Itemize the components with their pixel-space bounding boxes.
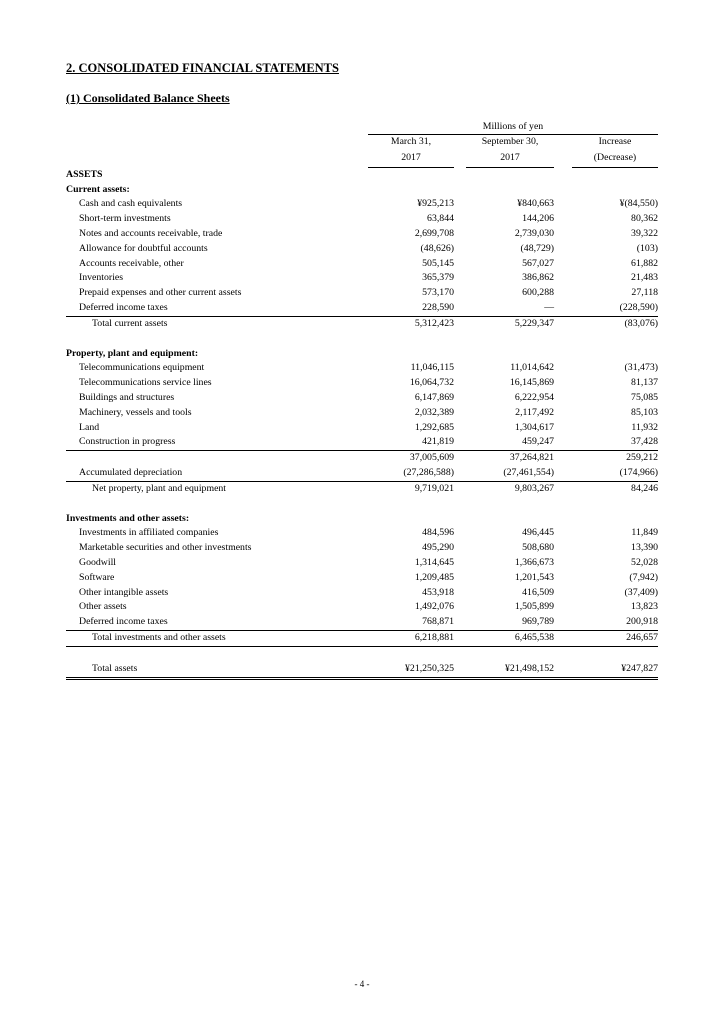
column-header-year-2017-b: 2017: [466, 150, 554, 168]
row-label: Deferred income taxes: [66, 615, 368, 630]
table-row: [66, 615, 658, 630]
value-march-2017: 495,290: [422, 542, 454, 554]
value-september-2017: 37,264,821: [509, 452, 554, 464]
value-march-2017: 228,590: [368, 301, 454, 316]
value-increase-decrease: (7,942): [629, 571, 658, 583]
value-september-2017: 416,509: [522, 586, 554, 598]
gap-cell: [554, 361, 572, 376]
gap-cell: [454, 571, 466, 586]
table-row: [66, 406, 658, 421]
gap-cell: [554, 435, 572, 450]
value-march-2017: 16,064,732: [409, 377, 454, 389]
value-september-2017: 5,229,347: [514, 317, 554, 329]
value-increase-decrease: 52,028: [631, 556, 658, 568]
value-increase-decrease: 11,932: [631, 421, 658, 433]
gap-cell: [554, 242, 572, 257]
spacer-row: [66, 332, 658, 347]
value-september-2017: 9,803,267: [514, 482, 554, 494]
gap-cell: [554, 630, 572, 646]
value-march-2017: 63,844: [427, 213, 454, 225]
row-label: Net property, plant and equipment: [92, 482, 227, 494]
gap-cell: [554, 571, 572, 586]
row-label: Cash and cash equivalents: [79, 198, 183, 210]
value-increase-decrease: 61,882: [631, 257, 658, 269]
value-september-2017: 459,247: [466, 435, 554, 450]
gap-cell: [454, 481, 466, 496]
value-increase-decrease: 27,118: [631, 287, 658, 299]
value-september-2017: 1,505,899: [514, 601, 554, 613]
spacer-cell: [66, 332, 658, 347]
value-september-2017: 1,201,543: [514, 571, 554, 583]
row-label: Total investments and other assets: [66, 630, 368, 646]
gap-cell: [454, 435, 466, 450]
gap-cell: [454, 615, 466, 630]
value-march-2017: ¥925,213: [417, 198, 454, 210]
gap-cell: [554, 662, 572, 678]
balance-sheet-table: [66, 119, 658, 680]
table-row: [66, 301, 658, 316]
table-row: [66, 271, 658, 286]
row-label: Construction in progress: [66, 435, 368, 450]
row-label: Goodwill: [79, 556, 117, 568]
value-september-2017: (27,461,554): [466, 466, 554, 481]
column-header-september-2017: September 30,: [481, 136, 539, 148]
row-label: Investments in affiliated companies: [79, 527, 219, 539]
value-september-2017: 600,288: [522, 287, 554, 299]
table-row: [66, 556, 658, 571]
unit-header: Millions of yen: [368, 119, 658, 135]
value-march-2017: 453,918: [422, 586, 454, 598]
value-march-2017: 1,292,685: [414, 421, 454, 433]
gap-cell: [554, 421, 572, 436]
gap-cell: [454, 286, 466, 301]
value-september-2017: 508,680: [522, 542, 554, 554]
table-row: [66, 242, 658, 257]
value-september-2017: 2,739,030: [514, 227, 554, 239]
column-header-year-2017-a: 2017: [368, 150, 454, 168]
value-september-2017: —: [466, 301, 554, 316]
value-september-2017: (48,729): [520, 242, 554, 254]
table-row: [66, 571, 658, 586]
value-september-2017: ¥21,498,152: [466, 662, 554, 678]
value-march-2017: 421,819: [368, 435, 454, 450]
subsection-title: (1) Consolidated Balance Sheets: [66, 91, 230, 105]
row-label: Total assets: [66, 662, 368, 678]
ppe-subtotal-row: [66, 451, 658, 466]
row-label: Telecommunications service lines: [79, 377, 212, 389]
value-september-2017: 16,145,869: [509, 377, 554, 389]
value-march-2017: (48,626): [420, 242, 454, 254]
table-row: [66, 286, 658, 301]
gap-cell: [454, 556, 466, 571]
value-march-2017: 505,145: [422, 257, 454, 269]
column-header-march-2017: March 31,: [390, 136, 432, 148]
gap-cell: [554, 197, 572, 212]
row-label: Prepaid expenses and other current assets: [79, 287, 242, 299]
table-row: [66, 391, 658, 406]
table-row: [66, 541, 658, 556]
gap-cell: [554, 526, 572, 541]
gap-cell: [554, 227, 572, 242]
value-march-2017: 6,147,869: [414, 391, 454, 403]
gap-cell: [454, 257, 466, 272]
value-september-2017: 567,027: [522, 257, 554, 269]
value-march-2017: 37,005,609: [409, 452, 454, 464]
gap-cell: [554, 212, 572, 227]
gap-cell: [454, 586, 466, 601]
gap-cell: [454, 361, 466, 376]
value-increase-decrease: (103): [636, 242, 658, 254]
gap-cell: [454, 526, 466, 541]
row-label: Other assets: [79, 601, 127, 613]
total-current-assets-row: [66, 316, 658, 331]
value-september-2017: 496,445: [522, 527, 554, 539]
row-label: Notes and accounts receivable, trade: [79, 227, 223, 239]
value-september-2017: 6,222,954: [514, 391, 554, 403]
net-ppe-row: [66, 481, 658, 496]
assets-heading-row: [66, 167, 658, 182]
total-investments-row: [66, 630, 658, 646]
table-row: [66, 257, 658, 272]
gap-cell: [554, 376, 572, 391]
gap-cell: [454, 630, 466, 646]
value-march-2017: 365,379: [422, 272, 454, 284]
column-header-increase: Increase: [598, 136, 632, 148]
gap-cell: [554, 556, 572, 571]
accumulated-depreciation-row: [66, 466, 658, 481]
value-march-2017: ¥21,250,325: [368, 662, 454, 678]
table-row: [66, 435, 658, 450]
spacer-cell: [66, 646, 658, 662]
page-number: - 4 -: [354, 979, 370, 989]
value-september-2017: 1,366,673: [514, 556, 554, 568]
value-increase-decrease: 37,428: [572, 435, 658, 450]
gap-cell: [554, 466, 572, 481]
gap-cell: [454, 301, 466, 316]
gap-cell: [454, 242, 466, 257]
assets-heading: ASSETS: [66, 168, 103, 180]
row-label: Software: [79, 571, 115, 583]
value-increase-decrease: (228,590): [572, 301, 658, 316]
gap-cell: [454, 227, 466, 242]
gap-cell: [454, 406, 466, 421]
value-march-2017: 1,209,485: [414, 571, 454, 583]
value-increase-decrease: 84,246: [631, 482, 658, 494]
table-row: [66, 197, 658, 212]
column-header-decrease: (Decrease): [572, 150, 658, 168]
table-row: [66, 376, 658, 391]
value-september-2017: 11,014,642: [510, 362, 554, 374]
gap-cell: [454, 212, 466, 227]
row-label: Inventories: [79, 272, 124, 284]
row-label: Buildings and structures: [79, 391, 175, 403]
gap-cell: [454, 391, 466, 406]
value-increase-decrease: ¥247,827: [572, 662, 658, 678]
value-march-2017: (27,286,588): [368, 466, 454, 481]
gap-cell: [554, 391, 572, 406]
spacer-cell: [66, 497, 658, 512]
gap-cell: [554, 451, 572, 466]
table-row: [66, 212, 658, 227]
value-increase-decrease: (83,076): [624, 317, 658, 329]
gap-cell: [554, 600, 572, 615]
gap-cell: [454, 541, 466, 556]
value-increase-decrease: ¥(84,550): [619, 198, 658, 210]
row-label: Deferred income taxes: [66, 301, 368, 316]
gap-cell: [554, 286, 572, 301]
gap-cell: [554, 316, 572, 331]
gap-cell: [454, 600, 466, 615]
value-increase-decrease: 13,390: [631, 542, 658, 554]
total-assets-row: [66, 662, 658, 678]
ppe-heading-row: [66, 347, 658, 362]
gap-cell: [554, 257, 572, 272]
value-march-2017: 9,719,021: [414, 482, 454, 494]
value-september-2017: 6,465,538: [466, 630, 554, 646]
value-increase-decrease: 259,212: [626, 452, 658, 464]
value-increase-decrease: 75,085: [631, 391, 658, 403]
value-increase-decrease: (37,409): [624, 586, 658, 598]
value-september-2017: 1,304,617: [514, 421, 554, 433]
value-increase-decrease: (174,966): [572, 466, 658, 481]
table-row: [66, 421, 658, 436]
row-label: Machinery, vessels and tools: [79, 406, 192, 418]
value-increase-decrease: 85,103: [631, 406, 658, 418]
value-march-2017: 1,314,645: [414, 556, 454, 568]
value-march-2017: 2,699,708: [414, 227, 454, 239]
value-march-2017: 1,492,076: [414, 601, 454, 613]
gap-cell: [454, 271, 466, 286]
value-september-2017: 2,117,492: [515, 406, 554, 418]
current-assets-heading-row: [66, 183, 658, 198]
ppe-heading: Property, plant and equipment:: [66, 347, 199, 359]
row-label: Other intangible assets: [79, 586, 169, 598]
row-label: Accumulated depreciation: [66, 466, 368, 481]
value-march-2017: 5,312,423: [414, 317, 454, 329]
value-increase-decrease: 39,322: [631, 227, 658, 239]
value-increase-decrease: 200,918: [572, 615, 658, 630]
row-label: Accounts receivable, other: [79, 257, 184, 269]
value-september-2017: 144,206: [522, 213, 554, 225]
row-label: Telecommunications equipment: [79, 362, 205, 374]
gap-cell: [554, 586, 572, 601]
value-march-2017: 484,596: [422, 527, 454, 539]
row-label: Short-term investments: [79, 213, 171, 225]
value-march-2017: 6,218,881: [368, 630, 454, 646]
current-assets-heading: Current assets:: [66, 183, 130, 195]
value-march-2017: 2,032,389: [414, 406, 454, 418]
row-label: Marketable securities and other investments: [79, 542, 252, 554]
table-row: [66, 361, 658, 376]
gap-cell: [554, 615, 572, 630]
value-increase-decrease: 81,137: [631, 377, 658, 389]
row-label: Allowance for doubtful accounts: [79, 242, 208, 254]
gap-cell: [554, 271, 572, 286]
spacer-row: [66, 646, 658, 662]
gap-cell: [554, 481, 572, 496]
value-march-2017: 573,170: [422, 287, 454, 299]
gap-cell: [454, 662, 466, 678]
gap-cell: [454, 197, 466, 212]
gap-cell: [554, 541, 572, 556]
value-september-2017: 969,789: [466, 615, 554, 630]
value-march-2017: 768,871: [368, 615, 454, 630]
spacer-row: [66, 497, 658, 512]
gap-cell: [454, 466, 466, 481]
value-increase-decrease: 246,657: [572, 630, 658, 646]
value-increase-decrease: 13,823: [631, 601, 658, 613]
table-row: [66, 600, 658, 615]
value-march-2017: 11,046,115: [410, 362, 454, 374]
table-row: [66, 526, 658, 541]
gap-cell: [454, 376, 466, 391]
table-row: [66, 586, 658, 601]
value-increase-decrease: 11,849: [631, 527, 658, 539]
gap-cell: [554, 406, 572, 421]
value-september-2017: ¥840,663: [517, 198, 554, 210]
table-row: [66, 227, 658, 242]
investments-heading: Investments and other assets:: [66, 512, 190, 524]
gap-cell: [454, 316, 466, 331]
row-label: [66, 451, 368, 466]
row-label: Land: [79, 421, 100, 433]
value-increase-decrease: (31,473): [624, 362, 658, 374]
value-september-2017: 386,862: [522, 272, 554, 284]
row-label: Total current assets: [92, 317, 168, 329]
value-increase-decrease: 80,362: [631, 213, 658, 225]
investments-heading-row: [66, 512, 658, 527]
value-increase-decrease: 21,483: [631, 272, 658, 284]
balance-sheet-body: [66, 167, 658, 678]
gap-cell: [554, 301, 572, 316]
gap-cell: [454, 451, 466, 466]
gap-cell: [454, 421, 466, 436]
section-title: 2. CONSOLIDATED FINANCIAL STATEMENTS: [66, 61, 339, 75]
